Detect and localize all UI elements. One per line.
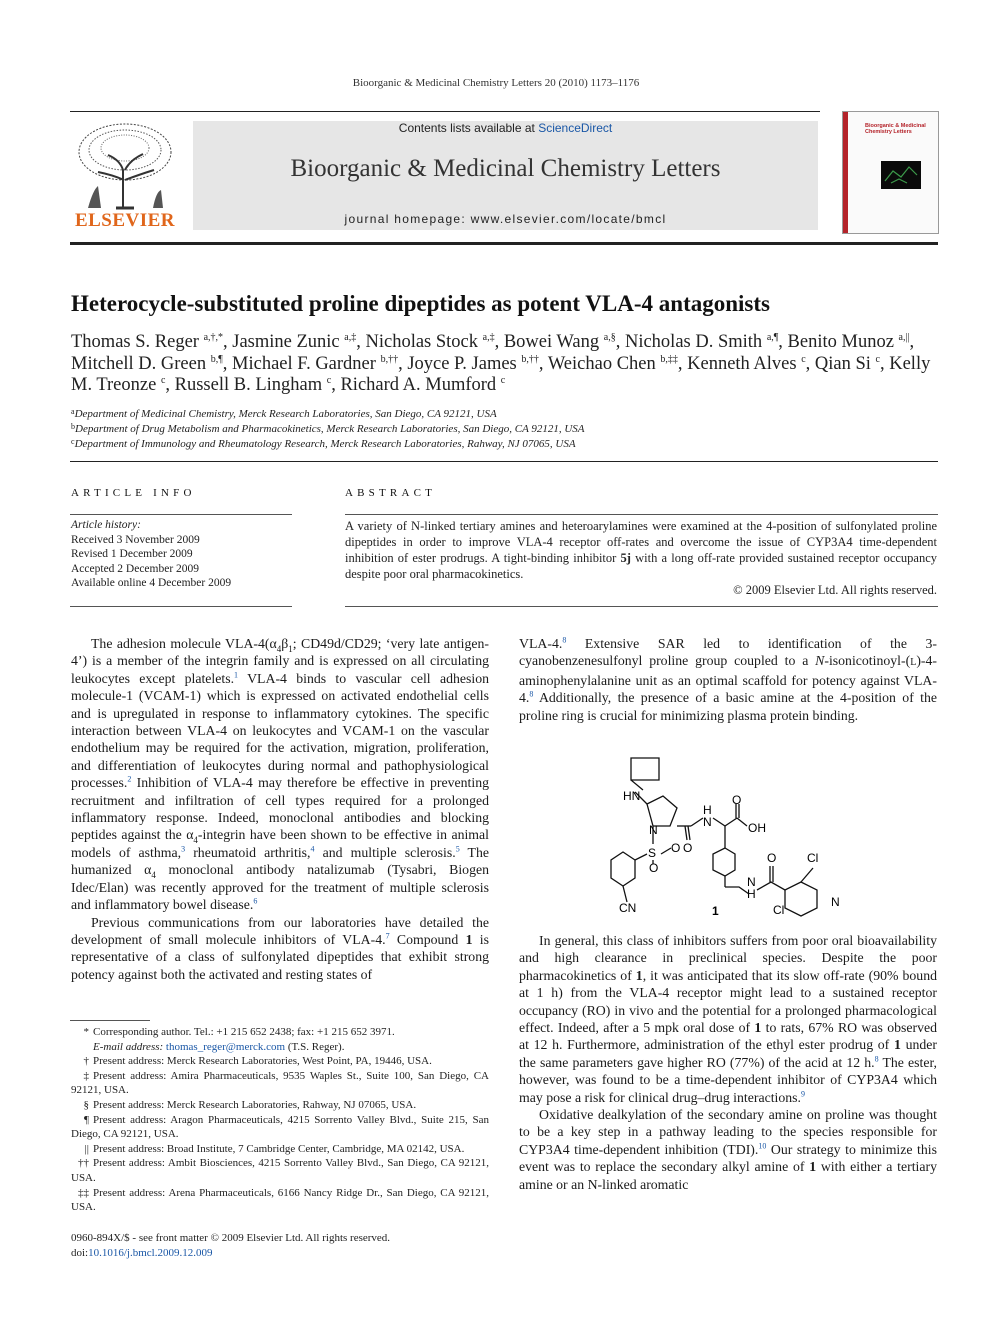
footnote-mark: ‡ [83, 1069, 89, 1082]
author-name: Qian Si [814, 353, 871, 374]
footnote-mark: †† [78, 1157, 89, 1170]
cover-spine [843, 112, 848, 233]
affiliation-mark: a [71, 407, 75, 416]
abstract-part: A variety of N-linked tertiary amines and heteroarylamines were examined at the 4-position of sulfonylated proline dipeptides in order to improve VLA-4 receptor off-rates and overcome the issue of CYP3A4 time-dependent inhibition of ester prodrugs. A tight-binding inhibitor [345, 519, 937, 565]
affiliation-mark: c [71, 437, 75, 446]
compound-ref: 5j [620, 551, 631, 565]
compound-1-structure [595, 752, 865, 922]
footnote [71, 1186, 489, 1215]
doi-line [71, 1246, 390, 1261]
abstract-bottom-rule [345, 606, 938, 607]
history-revised: Revised 1 December 2009 [71, 548, 193, 560]
author-affiliation-mark: b,†† [380, 353, 399, 365]
author-affiliation-mark: a,§ [603, 332, 616, 343]
bottom-meta [71, 1231, 390, 1260]
footnote-text: Present address: Merck Research Laboratories, West Point, PA, 19446, USA. [93, 1055, 432, 1068]
journal-homepage[interactable]: journal homepage: www.elsevier.com/locate/bmcl [344, 212, 667, 226]
doi-label: doi: [71, 1246, 89, 1259]
header-top-rule [70, 111, 820, 112]
author-name: Michael F. Gardner [232, 353, 376, 374]
abstract-heading: ABSTRACT [345, 487, 437, 499]
footnote-mark: ¶ [84, 1113, 89, 1126]
atom-label: H [703, 803, 712, 817]
author-name: Thomas S. Reger [71, 332, 199, 352]
article-info-bottom-rule [70, 606, 292, 607]
footnote-rule [70, 1020, 150, 1021]
footnote-text: Present address: Ambit Biosciences, 4215 Sorrento Valley Blvd., San Diego, CA 92121, USA. [71, 1157, 489, 1184]
author-name: Jasmine Zunic [232, 332, 340, 352]
abstract-text [345, 518, 937, 582]
atom-label: CN [619, 901, 637, 915]
history-label: Article history: [71, 519, 141, 531]
footnote-mark: § [83, 1098, 89, 1111]
atom-label: OH [748, 821, 766, 835]
compound-label: 1 [712, 904, 719, 918]
footnote-text: Present address: Aragon Pharmaceuticals, 4215 Sorrento Valley Blvd., Suite 215, San Diego, CA 92121, USA. [71, 1113, 489, 1141]
elsevier-tree-logo [68, 120, 183, 210]
author-name: Kenneth Alves [687, 353, 797, 374]
email-label: E-mail address: [93, 1040, 166, 1053]
author-list: Thomas S. Reger $^{a,\dagger,*}$, Jasmine Zunic $^{a,\ddagger}$, Nicholas Stock $^{a,\ddagger}$, Bowei Wang $^{a,\S}$, Nicholas D. Smith $^{a,\P}$, Benito Munoz $^{a,||}$, Mitchell D. Green $^{b,\P}$, Michael F. Gardner $^{b,\dagger\dagger}$, Joyce P. James $^{b,\dagger\dagger}$, Weichao Chen $^{b,\ddagger\ddagger}$, Kenneth Alves $^c$, Qian Si $^c$, Kelly M. Treonze $^c$, Russell B. Lingham $^c$, Richard A. Mumford $^c$ [71, 332, 931, 396]
atom-label: N [649, 823, 658, 837]
article-info-rule [70, 514, 292, 515]
history-online: Available online 4 December 2009 [71, 577, 232, 589]
affiliation-rule [70, 461, 938, 462]
affiliation-c [71, 437, 576, 450]
author-affiliation-mark: a,†,* [203, 332, 224, 343]
author-affiliation-mark: a,‡ [482, 332, 495, 343]
elsevier-wordmark: ELSEVIER [74, 210, 176, 231]
body-paragraph: VLA-4.$^8$ Extensive SAR led to identification of the 3-cyanobenzenesulfonyl proline group coupled to a N-isonicotinoyl-(L)-4-aminophenylalanine unit as an optimal scaffold for potency against VLA-4.$^8$ Additionally, the presence of a basic amine at the 4-position of the proline ring is crucial for minimizing plasma protein binding. [519, 635, 937, 723]
article-history [71, 518, 231, 591]
affiliation-a [71, 407, 497, 420]
footnote-mark: * [83, 1026, 89, 1038]
body-right-column-bottom [519, 932, 937, 1193]
journal-title: Bioorganic & Medicinal Chemistry Letters [290, 155, 721, 182]
contents-prefix: Contents lists available at [398, 121, 539, 135]
author-name: Bowei Wang [503, 332, 600, 352]
atom-label: O [732, 793, 742, 807]
footnote-mark: || [84, 1142, 89, 1155]
journal-citation: Bioorganic & Medicinal Chemistry Letters 20 (2010) 1173–1176 [352, 77, 640, 89]
body-right-column-top [519, 635, 937, 724]
abstract-rule [345, 514, 938, 515]
cover-title-line: Bioorganic & Medicinal [865, 123, 926, 129]
affiliation-text: Department of Medicinal Chemistry, Merck Research Laboratories, San Diego, CA 92121, USA [74, 408, 497, 420]
footnote-mark: ‡‡ [78, 1186, 89, 1199]
atom-label: O [767, 851, 777, 865]
contents-line [193, 121, 818, 135]
author-name: Richard A. Mumford [340, 375, 497, 396]
footnote-text: Present address: Amira Pharmaceuticals, 9535 Waples St., Suite 100, San Diego, CA 92121, USA. [71, 1069, 489, 1097]
email-owner: (T.S. Reger). [285, 1040, 345, 1053]
footnote [71, 1098, 489, 1113]
atom-label: O [671, 841, 681, 855]
atom-label: N [703, 815, 712, 829]
abstract-copyright: © 2009 Elsevier Ltd. All rights reserved. [733, 583, 937, 597]
atom-label: HN [623, 789, 641, 803]
atom-label: N [831, 895, 840, 909]
footnote-mark: † [83, 1055, 89, 1068]
body-left-column [71, 635, 489, 983]
author-name: Joyce P. James [407, 353, 517, 374]
affiliation-text: Department of Drug Metabolism and Pharmacokinetics, Merck Research Laboratories, San Diego, CA 92121, USA [75, 423, 585, 435]
author-name: Weichao Chen [547, 353, 656, 374]
footnote [71, 1025, 489, 1040]
author-affiliation-mark: c [500, 375, 506, 387]
author-name: Kelly M. Treonze [71, 353, 931, 396]
author-name: Mitchell D. Green [71, 353, 207, 374]
author-affiliation-mark: a,¶ [766, 332, 779, 343]
footnote-text: Present address: Broad Institute, 7 Cambridge Center, Cambridge, MA 02142, USA. [93, 1142, 465, 1155]
atom-label: Cl [773, 903, 785, 917]
header-thick-rule [70, 242, 938, 245]
cover-title-line: Chemistry Letters [865, 129, 912, 135]
author-affiliation-mark: a,|| [898, 332, 910, 343]
atom-label: N [747, 875, 756, 889]
footnote-text: Present address: Arena Pharmaceuticals, 6166 Nancy Ridge Dr., San Diego, CA 92121, USA. [71, 1186, 489, 1214]
author-affiliation-mark: c [326, 375, 332, 387]
atom-label: O [683, 841, 693, 855]
email-link[interactable]: thomas_reger@merck.com [165, 1040, 286, 1053]
footnote [71, 1156, 489, 1185]
footnotes [71, 1025, 489, 1215]
author-name: Russell B. Lingham [174, 375, 323, 396]
footnote [71, 1113, 489, 1142]
author-affiliation-mark: c [160, 375, 166, 387]
history-accepted: Accepted 2 December 2009 [71, 562, 200, 575]
history-received: Received 3 November 2009 [71, 533, 200, 546]
author-affiliation-mark: c [875, 353, 880, 365]
footnote [71, 1040, 489, 1055]
footnote [71, 1142, 489, 1157]
body-paragraph: In general, this class of inhibitors suffers from poor oral bioavailability and high clearance in preclinical species. Despite the poor pharmacokinetics of 1, it was anticipated that its slow off-rate (90% bound at 1 h) from the VLA-4 receptor might lead to a sustained receptor occupancy (RO) in vivo and the potential for a prolonged pharmacological effect. Indeed, after a 5 mpk oral dose of 1 to rats, 67% RO was observed at 12 h. Furthermore, administration of the ethyl ester prodrug of 1 under the same parameters gave higher RO (77%) of the acid at 12 h.$^8$ The ester, however, was found to be a time-dependent inhibitor of CYP3A4 which may pose a risk for clinical drug–drug interactions.$^9$ [519, 933, 937, 1105]
body-paragraph: The adhesion molecule VLA-$4(\alpha_4\beta_1$; CD49d/CD29; ‘very late antigen-4’) is a member of the integrin family and is expressed on all circulating leukocytes except platelets.$^1$ VLA-4 binds to vascular cell adhesion molecule-1 (VCAM-1) which is expressed on activated endothelial cells and is upregulated in response to inflammatory cytokines. The specific interaction between VLA-4 on leukocytes and VCAM-1 on the vascular endothelium may be required for the activation, migration, proliferation, and differentiation of leukocytes during normal and pathophysiological processes.$^2$ Inhibition of VLA-4 may therefore be effective in preventing recruitment and infiltration of cell types required for a prolonged inflammatory response. Indeed, monoclonal antibodies and blocking peptides against the $\alpha_4$-integrin have been shown to be effective in animal models of asthma,$^3$ rheumatoid arthritis,$^4$ and multiple sclerosis.$^5$ The humanized $\alpha_4$ monoclonal antibody natalizumab (Tysabri, Biogen Idec/Elan) was recently approved for the treatment of multiple sclerosis and inflammatory bowel disease.$^6$ [71, 636, 489, 913]
atom-label: Cl [807, 851, 819, 865]
article-info-heading: ARTICLE INFO [71, 487, 196, 499]
author-affiliation-mark: a,‡ [344, 332, 357, 343]
atom-label: H [747, 887, 756, 901]
cover-image [881, 161, 921, 189]
footnote [71, 1054, 489, 1069]
footnote [71, 1069, 489, 1098]
doi-link[interactable]: 10.1016/j.bmcl.2009.12.009 [88, 1246, 213, 1259]
cover-title [865, 123, 935, 135]
atom-label: S [648, 846, 657, 860]
author-name: Benito Munoz [787, 332, 894, 352]
body-paragraph: Previous communications from our laboratories have detailed the development of small molecule inhibitors of VLA-4.$^7$ Compound 1 is representative of a class of sulfonylated dipeptides that exhibit strong potency against both the activated and resting states of [71, 914, 489, 982]
body-paragraph: Oxidative dealkylation of the secondary amine on proline was thought to be a key step in a pathway leading to the species responsible for CYP3A4 time-dependent inhibition (TDI).$^{10}$ Our strategy to minimize this event was to replace the secondary alkyl amine of 1 with either a tertiary amine or an N-linked aromatic [519, 1107, 937, 1192]
author-affiliation-mark: b,‡‡ [660, 353, 678, 365]
author-affiliation-mark: c [801, 353, 806, 365]
author-name: Nicholas D. Smith [624, 332, 763, 352]
footnote-text: Corresponding author. Tel.: +1 215 652 2438; fax: +1 215 652 3971. [93, 1026, 395, 1038]
issn-line: 0960-894X/$ - see front matter © 2009 Elsevier Ltd. All rights reserved. [71, 1232, 391, 1244]
atom-label: O [649, 861, 659, 875]
affiliation-b [71, 422, 585, 435]
author-affiliation-mark: b,¶ [210, 353, 223, 365]
journal-cover-thumbnail [842, 111, 939, 234]
author-affiliation-mark: b,†† [521, 353, 539, 365]
sciencedirect-link[interactable]: ScienceDirect [538, 121, 613, 135]
footnote-text: Present address: Merck Research Laboratories, Rahway, NJ 07065, USA. [93, 1098, 417, 1111]
author-name: Nicholas Stock [365, 332, 479, 352]
affiliation-mark: b [71, 422, 75, 431]
article-title: Heterocycle-substituted proline dipeptides as potent VLA-4 antagonists [71, 291, 770, 316]
affiliation-text: Department of Immunology and Rheumatology Research, Merck Research Laboratories, Rahway, NJ 07065, USA [74, 438, 576, 450]
abstract-part: with a long off-rate provided sustained receptor occupancy despite poor oral pharmacokinetics. [345, 551, 938, 581]
